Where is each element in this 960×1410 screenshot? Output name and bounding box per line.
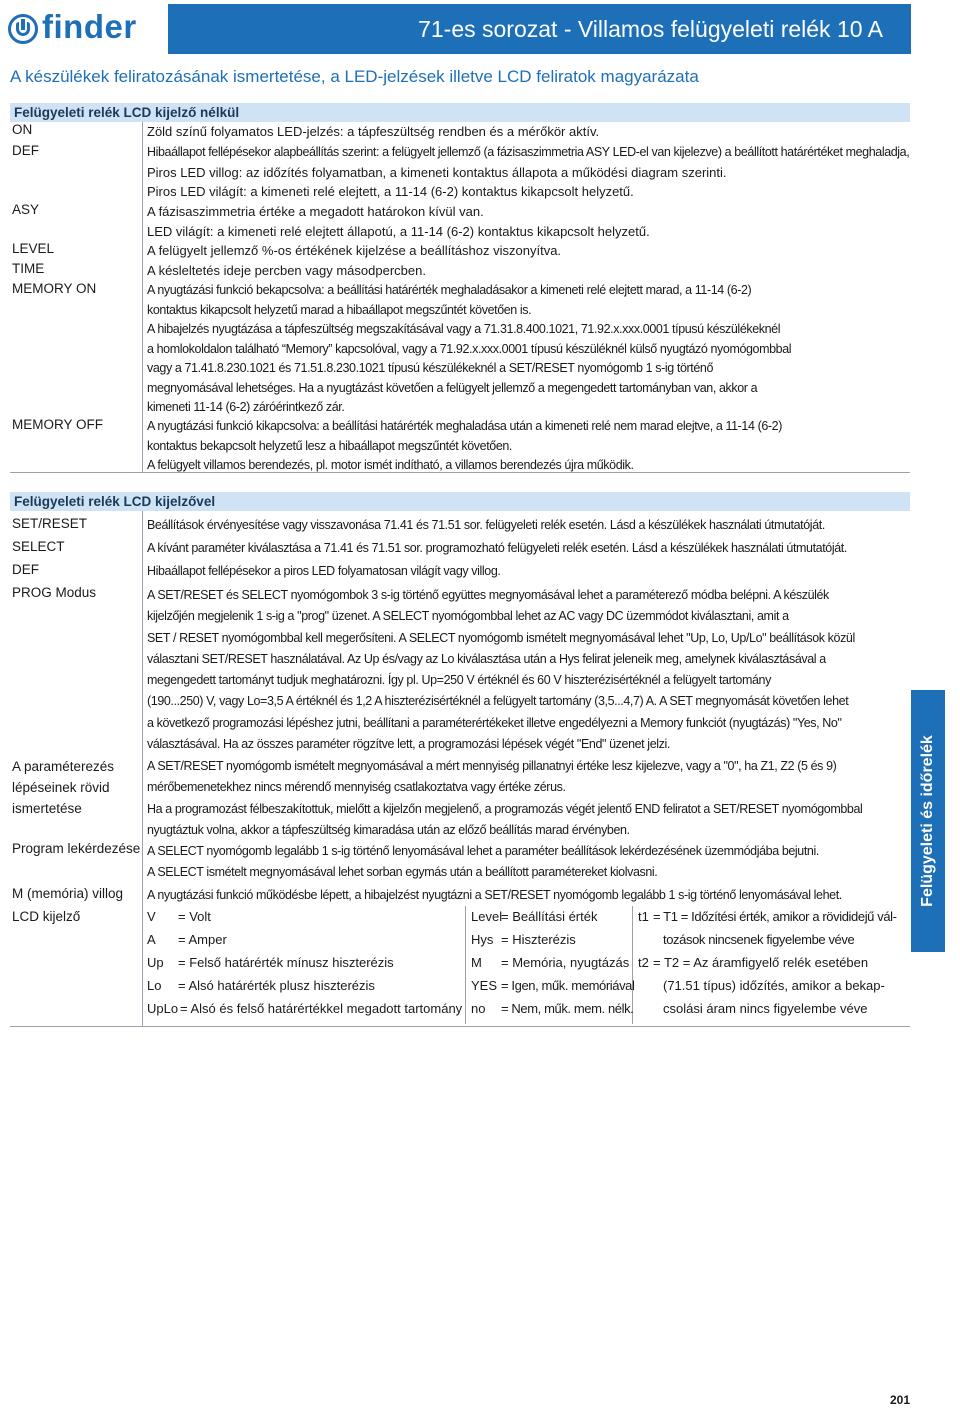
description-line: Piros LED villog: az időzítés folyamatban, a kimeneti kontaktus állapota a működési diagram szerinti. <box>147 164 727 180</box>
description-line: A fázisaszimmetria értéke a megadott határokon kívül van. <box>147 204 484 219</box>
lcd-abbr: Level <box>471 909 503 924</box>
section-header-with-lcd: Felügyeleti relék LCD kijelzővel <box>10 492 910 511</box>
term: ON <box>12 122 33 137</box>
description-line: A hibajelzés nyugtázása a tápfeszültség megszakításával vagy a 71.31.8.400.1021, 71.92.x.xxx.0001 típusú készülékeknél <box>147 322 781 336</box>
description <box>147 756 909 841</box>
description-line: A SELECT nyomógomb legalább 1 s-ig történő lenyomásával lehet a paraméter beállítások lekérdezésének üzemmódjába bejutni. <box>147 844 819 858</box>
term: M (memória) villog <box>12 886 124 901</box>
term: MEMORY ON <box>12 281 97 296</box>
lcd-abbr: V <box>147 909 156 924</box>
description <box>147 841 909 884</box>
lcd-abbr: t2 <box>638 955 649 970</box>
term-line: lépéseinek rövid <box>12 780 110 795</box>
description-line: kontaktus bekapcsolt helyzetű lesz a hibaállapot megszűntét követően. <box>147 438 513 453</box>
lcd-def: = Nem, műk. mem. nélk. <box>501 1001 634 1016</box>
lcd-def: = Beállítási érték <box>501 909 598 924</box>
description-line: Ha a programozást félbeszakítottuk, mielőtt a kijelzőn megjelenő, a programozás végét jelentő END feliratot a SET/RESET nyomógombbal <box>147 801 863 816</box>
lcd-def: = Alsó és felső határértékkel megadott tartomány <box>180 1001 463 1016</box>
page-title: A készülékek feliratozásának ismertetése, a LED-jelzések illetve LCD feliratok magyarázata <box>10 67 699 86</box>
description-line: SET / RESET nyomógombbal kell megerősíteni. A SELECT nyomógomb ismételt megnyomásával lehet "Up, Lo, Up/Lo" beállítások közül <box>147 630 855 645</box>
description-line: A kívánt paraméter kiválasztása a 71.41 és 71.51 sor. programozható felügyeleti relék esetén. Lásd a készülékek használati útmutatóját. <box>147 541 847 555</box>
section-header-no-lcd: Felügyeleti relék LCD kijelző nélkül <box>10 103 910 122</box>
logo <box>0 0 162 58</box>
description-line: a homlokoldalon található “Memory” kapcsolóval, vagy a 71.92.x.xxx.0001 típusú készüléknél külső nyugtázó nyomógombbal <box>147 341 792 356</box>
description <box>147 539 909 559</box>
term: SET/RESET <box>12 516 88 531</box>
lcd-column-divider <box>465 906 466 1024</box>
finder-logo-icon <box>8 14 38 44</box>
description <box>147 261 909 281</box>
description-line: vagy a 71.41.8.230.1021 és 71.51.8.230.1021 típusú készülékeknél a SET/RESET nyomógomb 1 s-ig történő <box>147 361 714 375</box>
lcd-def: tozások nincsenek figyelembe véve <box>663 932 855 947</box>
term: Program lekérdezése <box>12 841 141 856</box>
term: PROG Modus <box>12 585 97 600</box>
description-line: választani SET/RESET használatával. Az Up és/vagy az Lo kiválasztása után a Hys felirat jeleneik meg, amelynek kiválasztásával a <box>147 651 826 666</box>
description-line: A SET/RESET és SELECT nyomógombok 3 s-ig történő együttes megnyomásával lehet a paraméterező módba belépni. A készülék <box>147 588 829 602</box>
description-line: A késleltetés ideje percben vagy másodpercben. <box>147 263 426 278</box>
section-divider <box>10 1026 910 1027</box>
description <box>147 562 909 582</box>
description-line: A nyugtázási funkció működésbe lépett, a hibajelzést nyugtázni a SET/RESET nyomógomb legalább 1 s-ig történő lenyomásával lehet. <box>147 888 842 902</box>
logo-text: finder <box>42 8 137 45</box>
side-tab-label: Felügyeleti és időrelék <box>919 735 936 907</box>
term: LCD kijelző <box>12 909 81 924</box>
description <box>147 122 909 142</box>
term: TIME <box>12 261 45 276</box>
description-line: megengedett tartományt tudjuk meghatározni. Így pl. Up=250 V értéknél és 60 V hiszterézisértéknél a felügyelt tartomány <box>147 673 771 688</box>
description <box>147 143 909 202</box>
description-line: LED világít: a kimeneti relé elejtett állapotú, a 11-14 (6-2) kontaktus kikapcsolt helyzetű. <box>147 223 650 239</box>
description-line: A SET/RESET nyomógomb ismételt megnyomásával a mért mennyiség pillanatnyi értéke lesz kijelezve, vagy a "0", ha Z1, Z2 (5 és 9) <box>147 759 837 773</box>
lcd-def: = Alsó határérték plusz hiszterézis <box>178 978 375 993</box>
description <box>147 202 909 241</box>
description <box>147 886 909 906</box>
description-line: (190...250) V, vagy Lo=3,5 A értéknél és 1,2 A hiszterézisértéknél a felügyelt tartomány (3,5...4,7) A. A SET megnyomását követően lehet <box>147 694 849 709</box>
lcd-def: (71.51 típus) időzítés, amikor a bekap- <box>663 978 885 993</box>
lcd-abbr: Hys <box>471 932 494 947</box>
column-divider <box>142 122 143 472</box>
lcd-def: = Felső határérték mínusz hiszterézis <box>178 955 394 970</box>
description-line: A nyugtázási funkció kikapcsolva: a beállítási határérték meghaladása után a kimeneti relé nem marad elejtve, a 11-14 (6-2) <box>147 419 782 433</box>
description <box>147 585 909 755</box>
lcd-def: = T1 = Időzítési érték, amikor a rövididejű vál- <box>653 909 897 924</box>
term-line: ismertetése <box>12 801 82 816</box>
term: MEMORY OFF <box>12 417 104 432</box>
description-line: A felügyelt villamos berendezés, pl. motor ismét indítható, a villamos berendezés újra működik. <box>147 458 634 472</box>
lcd-def: = Amper <box>178 932 227 947</box>
description-line: Beállítások érvényesítése vagy visszavonása 71.41 és 71.51 sor. felügyeleti relék esetén. Lásd a készülékek használati útmutatóját. <box>147 518 825 532</box>
lcd-def: = Volt <box>178 909 211 924</box>
lcd-abbr: A <box>147 932 156 947</box>
description-line: választásával. Ha az összes paraméter rögzítve lett, a programozási lépések végét "End" üzenet jelzi. <box>147 737 670 752</box>
term: DEF <box>12 143 39 158</box>
term: ASY <box>12 202 40 217</box>
description-line: Zöld színű folyamatos LED-jelzés: a tápfeszültség rendben és a mérőkör aktív. <box>147 124 600 139</box>
term: SELECT <box>12 539 65 554</box>
lcd-def: = Hiszterézis <box>501 932 576 947</box>
description-line: Hibaállapot fellépésekor a piros LED folyamatosan világít vagy villog. <box>147 564 501 578</box>
description-line: mérőbemenetekhez nincs mérendő mennyiség csatlakoztatva vagy értéke zérus. <box>147 780 566 795</box>
side-tab <box>911 690 945 952</box>
lcd-abbr: Lo <box>147 978 162 993</box>
lcd-def: = T2 = Az áramfigyelő relék esetében <box>653 955 869 970</box>
lcd-abbr: UpLo <box>147 1001 179 1016</box>
term-line: A paraméterezés <box>12 759 115 774</box>
description-line: Piros LED világít: a kimeneti relé elejtett, a 11-14 (6-2) kontaktus kikapcsolt helyzetű. <box>147 184 634 199</box>
lcd-def: csolási áram nincs figyelembe véve <box>663 1001 868 1016</box>
lcd-abbr: Up <box>147 955 164 970</box>
lcd-abbr: t1 <box>638 909 649 924</box>
description-line: megnyomásával lehetséges. Ha a nyugtázást követően a felügyelt jellemző a megengedett tartományban van, akkor a <box>147 380 758 395</box>
description-line: A SELECT ismételt megnyomásával lehet sorban egymás után a beállított paramétereket kiolvasni. <box>147 865 658 880</box>
term: LEVEL <box>12 241 55 256</box>
description <box>147 241 909 261</box>
lcd-abbr: M <box>471 955 482 970</box>
description-line: kijelzőjén megjelenik 1 s-ig a "prog" üzenet. A SELECT nyomógombbal lehet az AC vagy DC üzemmódot kiválasztani, amit a <box>147 609 789 624</box>
description-line: a következő programozási lépéshez jutni, beállítani a paraméterértékeket illetve engedélyezni a Memory funkciót (nyugtázás) "Yes, No" <box>147 715 842 730</box>
description-line: kontaktus kikapcsolt helyzetű marad a hibaállapot megszűntét követően is. <box>147 302 532 317</box>
lcd-abbr: YES <box>471 978 498 993</box>
description-line: A nyugtázási funkció bekapcsolva: a beállítási határérték meghaladásakor a kimeneti relé elejtett marad, a 11-14 (6-2) <box>147 283 752 297</box>
description <box>147 417 909 476</box>
term <box>12 756 114 819</box>
page-number: 201 <box>889 1393 910 1407</box>
lcd-def: = Igen, műk. memóriával <box>501 978 635 993</box>
description-line: Hibaállapot fellépésekor alapbeállítás szerint: a felügyelt jellemző (a fázisaszimmetria ASY LED-el van kijelezve) a beállított határértéket meghaladja, <box>147 145 910 159</box>
lcd-abbr: no <box>471 1001 486 1016</box>
description-line: nyugtáztuk volna, akkor a tápfeszültség kimaradása után az előző beállítás marad érvényben. <box>147 822 630 837</box>
description <box>147 281 909 418</box>
term: DEF <box>12 562 39 577</box>
description-line: kimeneti 11-14 (6-2) záróérintkező zár. <box>147 400 345 414</box>
header-bar <box>168 4 911 54</box>
description-line: A felügyelt jellemző %-os értékének kijelzése a beállításhoz viszonyítva. <box>147 243 562 258</box>
series-title: 71-es sorozat - Villamos felügyeleti relék 10 A <box>418 16 883 42</box>
description <box>147 516 909 536</box>
lcd-def: = Memória, nyugtázás <box>501 955 630 970</box>
